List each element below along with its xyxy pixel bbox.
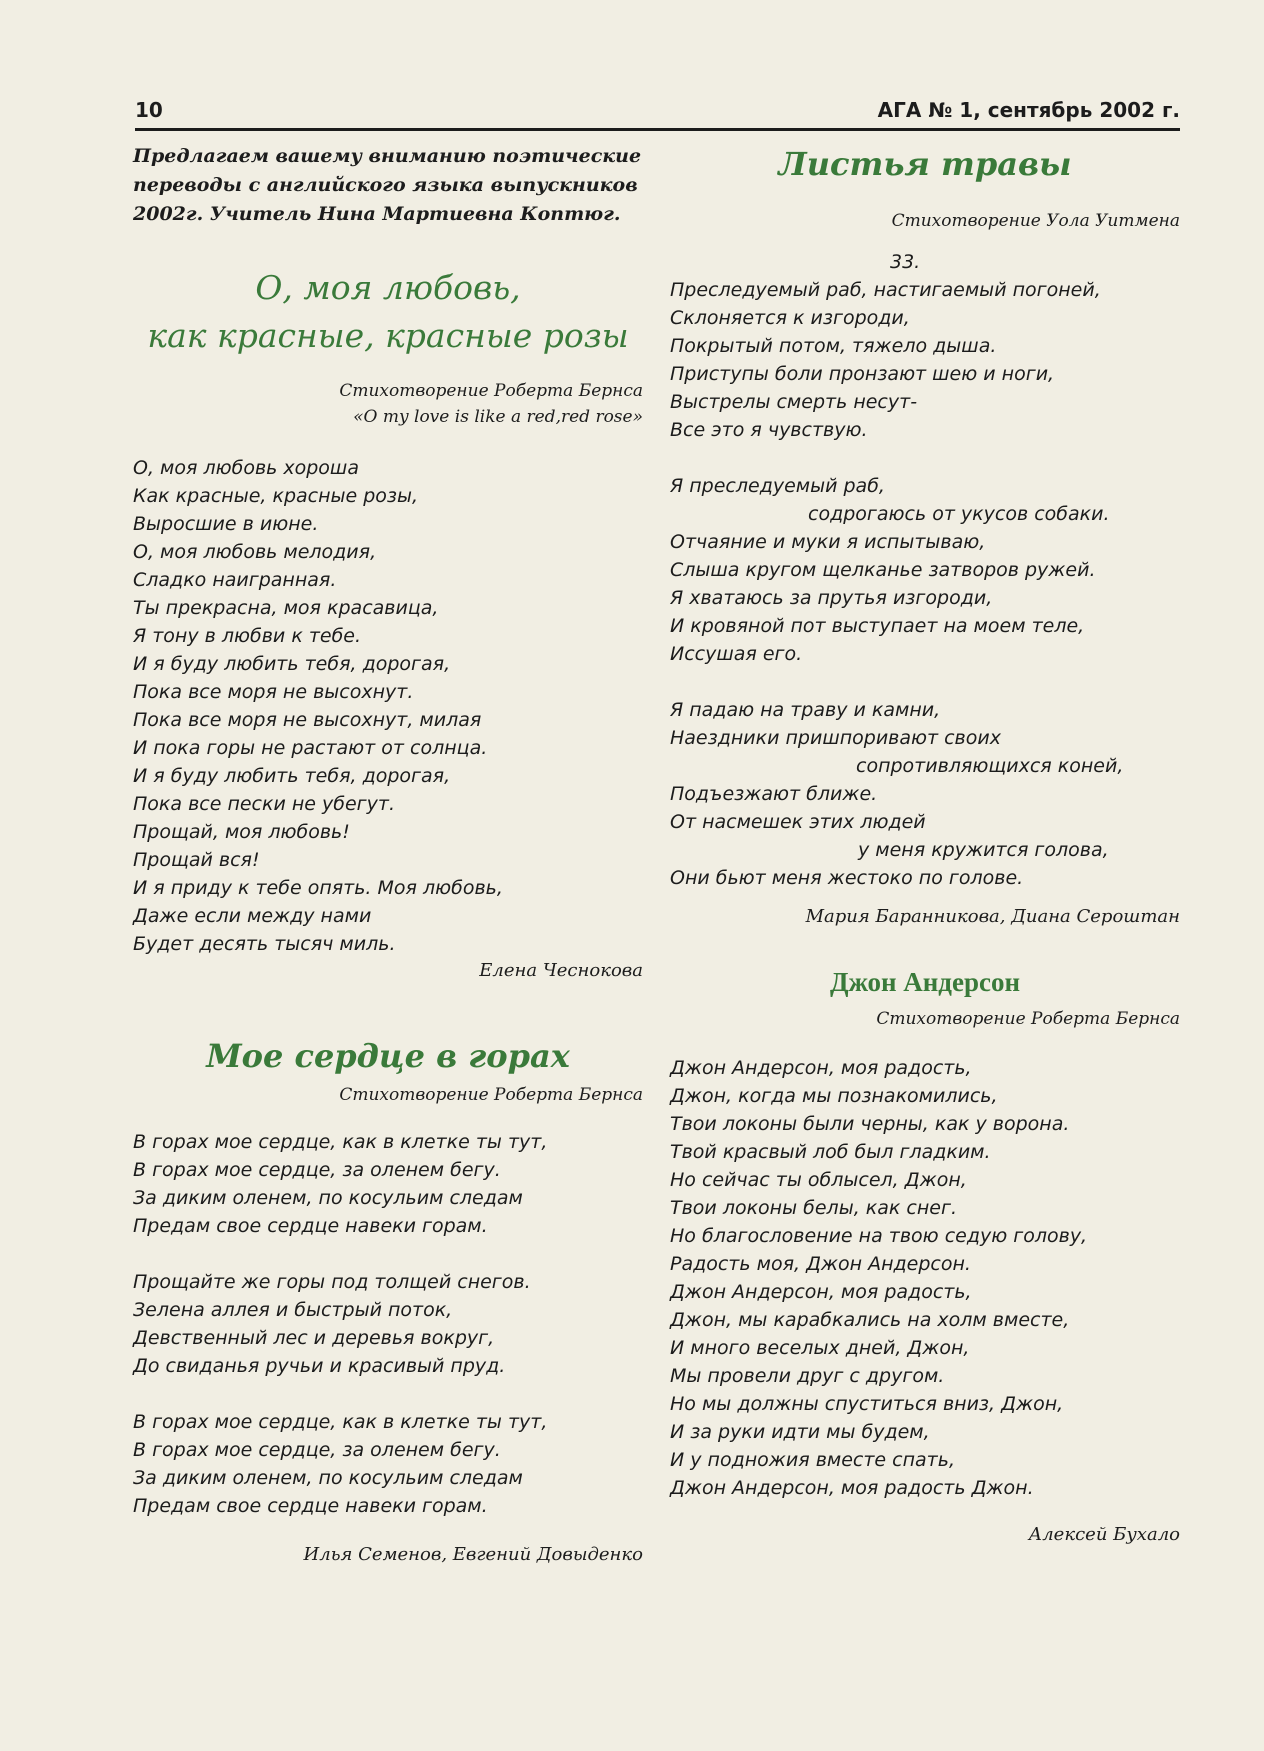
poem-title: Джон Андерсон bbox=[829, 967, 1021, 997]
right-column bbox=[670, 142, 1180, 1548]
poem-line: Джон Андерсон, моя радость, bbox=[670, 1057, 972, 1079]
poem-line: Девственный лес и деревья вокруг, bbox=[133, 1327, 495, 1349]
poem-line: сопротивляющихся коней, bbox=[856, 755, 1124, 777]
poem-line: Пока все моря не высохнут. bbox=[133, 681, 414, 703]
poem-line: Джон Андерсон, моя радость Джон. bbox=[670, 1477, 1034, 1499]
poem-leaves-of-grass bbox=[670, 142, 1180, 930]
poem-line: О, моя любовь мелодия, bbox=[133, 541, 377, 563]
poem-subtitle-line: Стихотворение Роберта Бернса bbox=[339, 381, 643, 401]
poem-line: Отчаяние и муки я испытываю, bbox=[670, 531, 986, 553]
poem-author: Мария Баранникова, Диана Сероштан bbox=[805, 906, 1180, 927]
poem-line: И кровяной пот выступает на моем теле, bbox=[670, 615, 1085, 637]
poem-line: Пока все пески не убегут. bbox=[133, 793, 396, 815]
poem-line: И я буду любить тебя, дорогая, bbox=[133, 653, 451, 675]
poem-line: Они бьют меня жестоко по голове. bbox=[670, 867, 1024, 889]
poem-author: Илья Семенов, Евгений Довыденко bbox=[303, 1544, 643, 1565]
poem-line: За диким оленем, по косульим следам bbox=[133, 1187, 523, 1209]
poem-line: Выросшие в июне. bbox=[133, 513, 319, 535]
poem-line: За диким оленем, по косульим следам bbox=[133, 1467, 523, 1489]
poem-body bbox=[670, 248, 1180, 892]
poem-line: Но сейчас ты облысел, Джон, bbox=[670, 1169, 967, 1191]
poem-line: Наездники пришпоривают своих bbox=[670, 727, 1001, 749]
poem-title: Мое сердце в горах bbox=[206, 1037, 570, 1075]
poem-title-line: О, моя любовь, bbox=[255, 268, 521, 307]
poem-line: Прощай, моя любовь! bbox=[133, 821, 350, 843]
poem-number: 33. bbox=[890, 251, 921, 273]
poem-title: Листья травы bbox=[778, 145, 1072, 183]
poem-line: Покрытый потом, тяжело дыша. bbox=[670, 335, 997, 357]
poem-line: О, моя любовь хороша bbox=[133, 457, 359, 479]
poem-line: Склоняется к изгороди, bbox=[670, 307, 910, 329]
poem-john-anderson bbox=[670, 930, 1180, 1548]
poem-subtitle-line: «O my love is like a red,red rose» bbox=[353, 407, 643, 427]
poem-line: Все это я чувствую. bbox=[670, 419, 868, 441]
page-number: 10 bbox=[135, 98, 163, 122]
poem-title-line: как красные, красные розы bbox=[147, 316, 629, 355]
poem-line: Твои локоны белы, как снег. bbox=[670, 1197, 957, 1219]
poem-line: Прощайте же горы под толщей снегов. bbox=[133, 1271, 531, 1293]
poem-line: В горах мое сердце, как в клетке ты тут, bbox=[133, 1411, 548, 1433]
left-column bbox=[133, 142, 643, 1568]
poem-line: Я падаю на траву и камни, bbox=[670, 699, 941, 721]
poem-line: Сладко наигранная. bbox=[133, 569, 337, 591]
poem-line: В горах мое сердце, как в клетке ты тут, bbox=[133, 1131, 548, 1153]
poem-line: Твои локоны были черны, как у ворона. bbox=[670, 1113, 1070, 1135]
poem-body bbox=[133, 454, 643, 958]
poem-line: Предам свое сердце навеки горам. bbox=[133, 1215, 488, 1237]
poem-body bbox=[670, 1054, 1180, 1502]
poem-line: Джон, когда мы познакомились, bbox=[670, 1085, 998, 1107]
poem-line: Зелена аллея и быстрый поток, bbox=[133, 1299, 453, 1321]
poem-my-love-red-rose bbox=[133, 264, 643, 984]
poem-line: Я тону в любви к тебе. bbox=[133, 625, 362, 647]
poem-line: До свиданья ручьи и красивый пруд. bbox=[133, 1355, 506, 1377]
poem-line: Слыша кругом щелканье затворов ружей. bbox=[670, 559, 1096, 581]
poem-subtitle: Стихотворение Роберта Бернса bbox=[876, 1009, 1180, 1029]
poem-line: И у подножия вместе спать, bbox=[670, 1449, 955, 1471]
poem-line: Радость моя, Джон Андерсон. bbox=[670, 1253, 971, 1275]
poem-line: Даже если между нами bbox=[133, 905, 372, 927]
poem-line: Будет десять тысяч миль. bbox=[133, 933, 396, 955]
poem-line: Иссушая его. bbox=[670, 643, 803, 665]
poem-line: Но благословение на твою седую голову, bbox=[670, 1225, 1088, 1247]
poem-line: содрогаюсь от укусов собаки. bbox=[808, 503, 1110, 525]
poem-body bbox=[133, 1128, 643, 1520]
poem-line: В горах мое сердце, за оленем бегу. bbox=[133, 1439, 501, 1461]
poem-title bbox=[133, 264, 643, 360]
poem-line: Как красные, красные розы, bbox=[133, 485, 419, 507]
poem-line: Но мы должны спуститься вниз, Джон, bbox=[670, 1393, 1064, 1415]
poem-line: И я буду любить тебя, дорогая, bbox=[133, 765, 451, 787]
poem-line: Приступы боли пронзают шею и ноги, bbox=[670, 363, 1055, 385]
intro-text: Предлагаем вашему вниманию поэтические переводы с английского языка выпускников 2002г. Учитель Нина Мартиевна Коптюг. bbox=[133, 145, 642, 225]
poem-line: И пока горы не растают от солнца. bbox=[133, 737, 488, 759]
poem-line: И я приду к тебе опять. Моя любовь, bbox=[133, 877, 503, 899]
poem-line: Прощай вся! bbox=[133, 849, 260, 871]
poem-subtitle: Стихотворение Роберта Бернса bbox=[339, 1085, 643, 1105]
poem-line: Джон, мы карабкались на холм вместе, bbox=[670, 1309, 1070, 1331]
page-header bbox=[135, 96, 1180, 131]
poem-line: В горах мое сердце, за оленем бегу. bbox=[133, 1159, 501, 1181]
issue-info: АГА № 1, сентябрь 2002 г. bbox=[877, 98, 1180, 122]
poem-subtitle: Стихотворение Уола Уитмена bbox=[891, 211, 1180, 231]
poem-line: Выстрелы смерть несут- bbox=[670, 391, 918, 413]
poem-line: Преследуемый раб, настигаемый погоней, bbox=[670, 279, 1101, 301]
poem-author: Елена Чеснокова bbox=[479, 960, 643, 981]
poem-author: Алексей Бухало bbox=[1028, 1524, 1180, 1545]
poem-line: Ты прекрасна, моя красавица, bbox=[133, 597, 439, 619]
poem-heart-in-highlands bbox=[133, 984, 643, 1568]
poem-line: Подъезжают ближе. bbox=[670, 783, 878, 805]
poem-line: Джон Андерсон, моя радость, bbox=[670, 1281, 972, 1303]
poem-line: Я хватаюсь за прутья изгороди, bbox=[670, 587, 993, 609]
poem-subtitle bbox=[133, 378, 643, 430]
poem-line: И за руки идти мы будем, bbox=[670, 1421, 930, 1443]
poem-line: Твой красвый лоб был гладким. bbox=[670, 1141, 991, 1163]
poem-line: Я преследуемый раб, bbox=[670, 475, 885, 497]
poem-line: От насмешек этих людей bbox=[670, 811, 926, 833]
poem-line: Пока все моря не высохнут, милая bbox=[133, 709, 482, 731]
poem-line: Мы провели друг с другом. bbox=[670, 1365, 945, 1387]
poem-line: Предам свое сердце навеки горам. bbox=[133, 1495, 488, 1517]
poem-line: И много веселых дней, Джон, bbox=[670, 1337, 970, 1359]
poem-line: у меня кружится голова, bbox=[858, 839, 1109, 861]
